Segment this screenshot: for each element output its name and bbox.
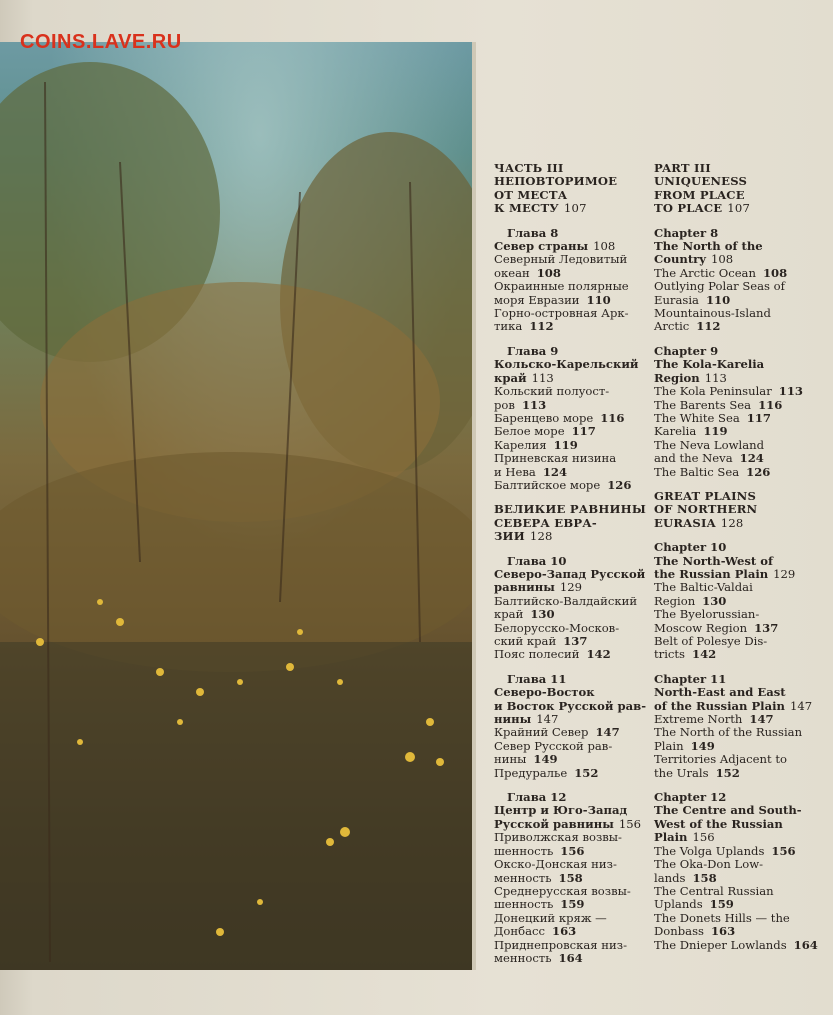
toc-entry: The Byelorussian- [654,607,760,622]
chapter-label: Глава 10 [507,553,567,568]
toc-entry: нины [494,752,527,767]
toc-entry: Outlying Polar Seas of [654,279,785,294]
page-number: 163 [710,924,736,939]
toc-entry: Предуралье [494,765,568,780]
toc-entry: The Central Russian [654,883,774,898]
chapter-title: the Russian Plain [654,566,769,581]
toc-entry: Extreme North [654,712,743,727]
photo-illustration [0,42,472,970]
chapter-title: Северо-Восток [494,685,595,700]
page-number: 116 [600,410,625,425]
ru-chapter-9 [494,345,644,492]
chapter-label: Глава 11 [507,671,567,686]
chapter-title: The North of the [654,239,763,254]
page-number: 116 [758,397,783,412]
toc-entry: and the Neva [654,451,733,466]
toc-entry: The Baltic Sea [654,464,740,479]
page-number: 142 [692,647,717,662]
en-chapter-9 [654,345,824,479]
toc-entry: The Barents Sea [654,397,752,412]
ru-part-line: ЧАСТЬ III [494,161,564,175]
toc-entry: The Kola Peninsular [654,384,772,399]
toc-entry: Пояс полесий [494,647,580,662]
page-number: 130 [530,607,555,622]
toc-entry: шенность [494,897,554,912]
page-number: 159 [709,897,734,912]
toc-entry: The Neva Lowland [654,437,765,452]
chapter-title: Кольско-Карельский [494,357,639,372]
toc-entry: Баренцево море [494,410,594,425]
toc-entry: тика [494,319,523,334]
toc-entry: Балтийское море [494,477,601,492]
en-part-line: PART III [654,161,711,175]
toc-entry: Moscow Region [654,620,748,635]
toc-entry: Region [654,593,696,608]
chapter-label: Chapter 9 [654,343,719,358]
page-number: 156 [692,830,715,845]
en-chapter-11 [654,673,824,780]
ru-chapter-12 [494,791,644,965]
toc-entry: менность [494,870,552,885]
page-number: 129 [773,566,796,581]
en-part-line: UNIQUENESS [654,174,748,189]
chapter-title: Region [654,370,700,385]
page-number: 164 [558,950,583,965]
page-number: 112 [696,319,721,334]
section-title: ЗИИ [494,529,525,544]
page-number: 156 [560,843,585,858]
page-number: 117 [746,410,771,425]
toc-entry: The Baltic-Valdai [654,580,753,595]
page-number: 108 [711,252,734,267]
en-section-heading [654,490,824,530]
page-number: 163 [552,924,577,939]
chapter-title: Plain [654,830,688,845]
chapter-label: Глава 9 [507,343,559,358]
toc-entry: Север Русской рав- [494,738,613,753]
toc-entry: lands [654,870,686,885]
chapter-title: и Восток Русской рав- [494,698,647,713]
page-number: 149 [690,738,715,753]
chapter-title: Север страны [494,239,589,254]
section-title: ВЕЛИКИЕ РАВНИНЫ [494,502,646,517]
ru-part-heading [494,162,644,216]
toc-entry: Приволжская возвы- [494,830,622,845]
toc-entry: Окраинные полярные [494,279,629,294]
page-number: 126 [746,464,771,479]
page-number: 107 [727,201,751,216]
page-number: 164 [793,937,818,952]
toc-entry: Горно-островная Арк- [494,306,629,321]
toc-entry: Territories Adjacent to [654,752,787,767]
chapter-title: West of the Russian [654,816,783,831]
page-number: 112 [529,319,554,334]
chapter-title: край [494,370,527,385]
en-part-line: FROM PLACE [654,187,745,202]
page-number: 137 [754,620,779,635]
toc-entry: Mountainous-Island [654,306,771,321]
chapter-title: North-East and East [654,685,786,700]
en-part-line: TO PLACE [654,201,723,216]
toc-entry: Окско-Донская низ- [494,857,617,872]
page-number: 147 [536,712,559,727]
toc-entry: Белорусско-Москов- [494,620,620,635]
en-chapter-10 [654,541,824,662]
en-part-heading [654,162,824,216]
toc-english [654,162,824,963]
toc-entry: Karelia [654,424,697,439]
toc-entry: шенность [494,843,554,858]
chapter-label: Chapter 12 [654,790,727,805]
page-number: 147 [595,725,620,740]
toc-entry: и Нева [494,464,536,479]
toc-entry: менность [494,950,552,965]
toc-entry: Eurasia [654,292,699,307]
toc-entry: Приднепровская низ- [494,937,627,952]
section-title: GREAT PLAINS [654,488,757,503]
toc-entry: Карелия [494,437,547,452]
ru-chapter-10 [494,555,644,662]
chapter-title: Центр и Юго-Запад [494,803,628,818]
marsh-forest-photo [0,42,472,970]
ru-part-line: К МЕСТУ [494,201,559,216]
toc-entry: Arctic [654,319,690,334]
page-number: 142 [586,647,611,662]
ru-chapter-11 [494,671,647,780]
ru-part-line: НЕПОВТОРИМОЕ [494,174,618,189]
page-number: 113 [704,370,727,385]
page-number: 158 [558,870,583,885]
page-number: 152 [715,765,740,780]
page-number: 147 [789,698,813,713]
page-number: 128 [720,515,744,530]
page-number: 156 [771,843,796,858]
toc-entry: моря Евразии [494,292,580,307]
chapter-label: Глава 8 [507,225,559,240]
toc-entry: The Arctic Ocean [654,265,756,280]
toc-entry: ский край [494,634,557,648]
chapter-title: равнины [494,580,555,595]
toc-entry: tricts [654,647,686,662]
page-number: 113 [521,397,547,412]
ru-part-line: ОТ МЕСТА [494,187,568,202]
page-number: 130 [702,593,727,608]
page-number: 113 [531,370,554,385]
ru-chapter-8 [494,227,644,334]
page-number: 158 [692,870,717,885]
page-number: 128 [529,529,553,544]
section-title: СЕВЕРА ЕВРА- [494,515,597,530]
chapter-label: Chapter 10 [654,540,727,555]
chapter-title: Северо-Запад Русской [494,566,646,581]
page-number: 149 [533,752,558,767]
page-number: 147 [749,712,774,727]
page-number: 159 [560,897,585,912]
chapter-title: The Kola-Karelia [654,357,765,372]
toc-entry: край [494,607,524,622]
toc-entry: Донецкий кряж — [494,910,607,925]
page-gutter [472,42,476,970]
chapter-label: Chapter 8 [654,225,719,240]
en-chapter-8 [654,227,824,334]
ru-section-heading [494,503,644,543]
page-number: 110 [705,292,731,307]
toc-entry: Белое море [494,424,565,439]
page-number: 117 [571,424,596,439]
toc-entry: Кольский полуост- [494,384,610,399]
page-number: 119 [703,424,728,439]
toc-entry: Приневская низина [494,451,617,466]
page-number: 137 [563,634,588,648]
page-number: 156 [618,816,642,831]
chapter-title: The Centre and South- [654,803,802,818]
page-number: 152 [574,765,599,780]
chapter-label: Глава 12 [507,790,567,805]
toc-entry: The Dnieper Lowlands [654,937,787,952]
page-number: 108 [762,265,788,280]
chapter-title: The North-West of [654,553,773,568]
toc-entry: The North of the Russian [654,725,803,740]
chapter-title: Русской равнины [494,816,614,831]
page-number: 124 [739,451,764,466]
page-number: 108 [593,239,616,254]
chapter-title: Country [654,252,707,267]
page-number: 113 [778,384,803,399]
toc-entry: Среднерусская возвы- [494,883,631,898]
toc-entry: Belt of Polesye Dis- [654,634,768,648]
page-number: 108 [536,265,561,280]
toc-entry: The White Sea [654,410,740,425]
section-title: OF NORTHERN [654,502,758,517]
toc-entry: the Urals [654,765,709,780]
page-number: 110 [586,292,611,307]
chapter-title: нины [494,712,532,727]
toc-entry: Балтийско-Валдайский [494,593,638,608]
toc-entry: The Oka-Don Low- [654,857,764,872]
page-number: 129 [559,580,583,595]
toc-russian [494,161,647,976]
toc-entry: Донбасс [494,924,546,939]
en-chapter-12 [654,791,824,952]
toc-entry: океан [494,265,530,280]
page-number: 119 [553,437,578,452]
page-number: 126 [607,477,632,492]
chapter-title: of the Russian Plain [654,698,785,713]
watermark: COINS.LAVE.RU [20,31,182,53]
toc-entry: ров [494,397,515,412]
toc-entry: The Donets Hills — the [654,910,790,925]
page-number: 124 [542,464,568,479]
toc-entry: Donbass [654,924,704,939]
toc-entry: Uplands [654,897,703,912]
toc-entry: Plain [654,738,684,753]
toc-entry: Северный Ледовитый [494,252,628,267]
page-number: 107 [563,201,587,216]
toc-entry: The Volga Uplands [654,843,765,858]
chapter-label: Chapter 11 [654,671,727,686]
toc-entry: Крайний Север [494,725,589,740]
section-title: EURASIA [654,515,716,530]
